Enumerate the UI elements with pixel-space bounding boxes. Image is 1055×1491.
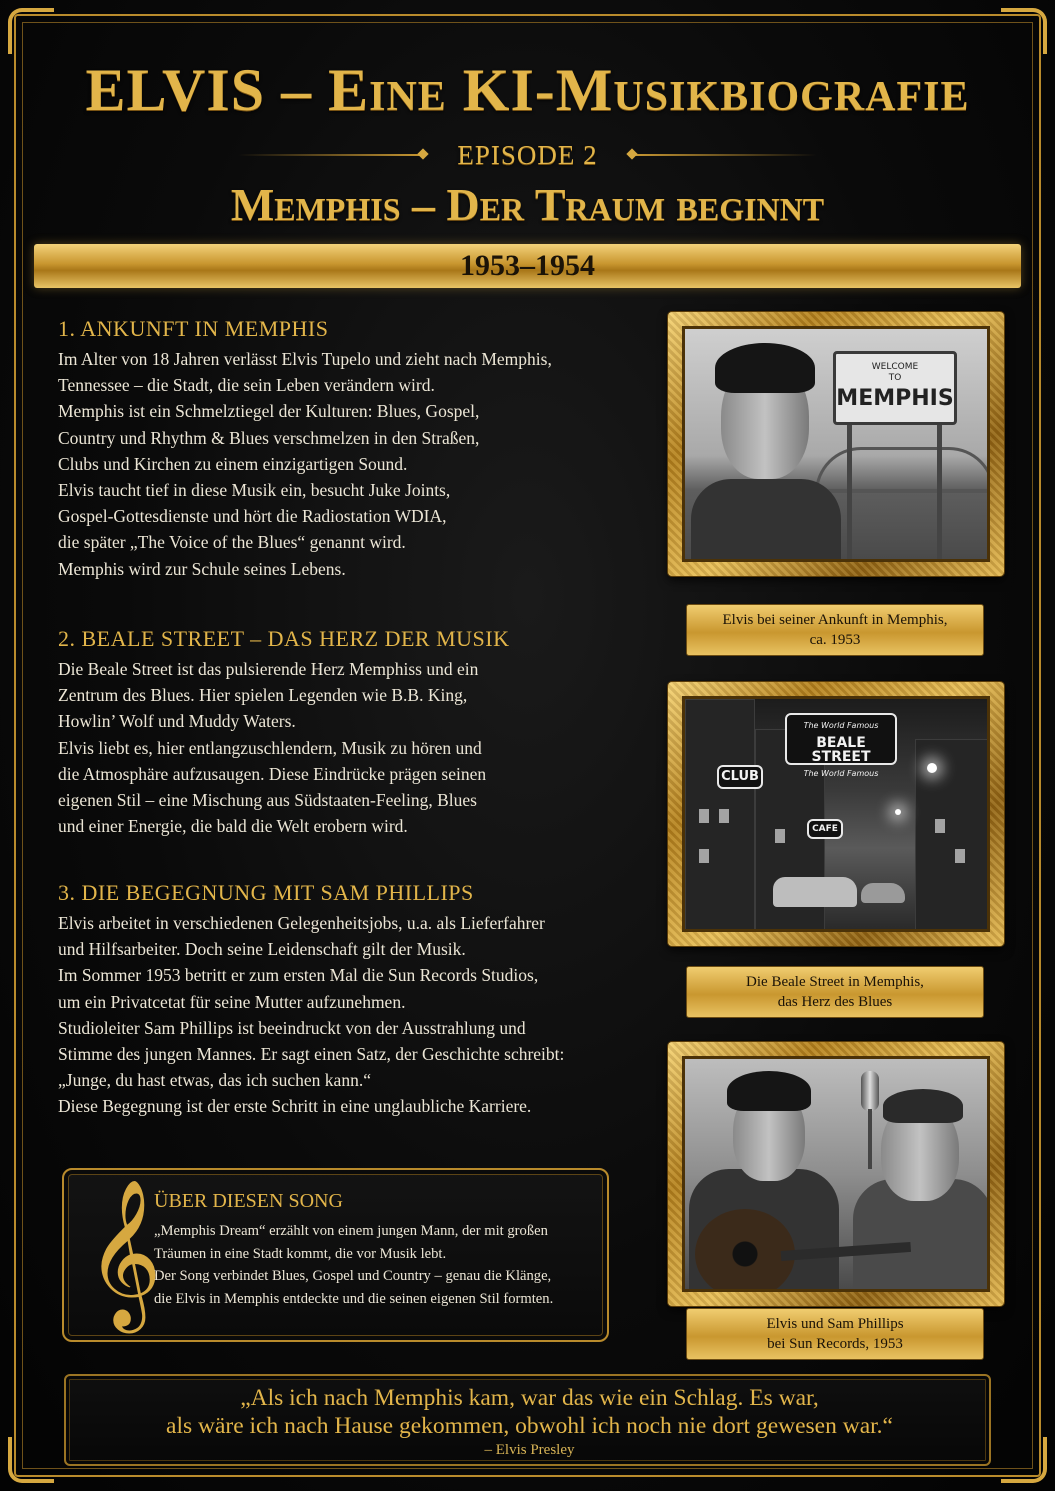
section-heading: 2. BEALE STREET – DAS HERZ DER MUSIK — [58, 626, 510, 651]
quote-line: „Als ich nach Memphis kam, war das wie ein Schlag. Es war, — [240, 1385, 819, 1411]
car — [773, 877, 857, 907]
corner-ornament-icon — [8, 8, 54, 54]
text-line: Stimme des jungen Mannes. Er sagt einen Satz, der Geschichte schreibt: — [58, 1044, 565, 1065]
quote-box — [64, 1374, 991, 1466]
caption-line: das Herz des Blues — [777, 994, 893, 1010]
sign-pole — [937, 425, 942, 562]
text-line: und einer Energie, die bald die Welt erobern wird. — [58, 816, 408, 837]
person-hair — [715, 343, 815, 393]
section-beale-street — [58, 626, 628, 839]
text-line: und Hilfsarbeiter. Doch seine Leidenschaft gilt der Musik. — [58, 939, 466, 960]
window — [775, 829, 785, 843]
microphone-icon — [861, 1071, 879, 1111]
street-lamp — [895, 809, 901, 815]
text-line: Memphis ist ein Schmelztiegel der Kulturen: Blues, Gospel, — [58, 401, 480, 422]
sign-text-small — [836, 362, 954, 384]
photo-beale-street — [682, 696, 990, 932]
sign-to: TO — [888, 373, 902, 383]
text-line: Elvis liebt es, hier entlangzuschlendern, Musik zu hören und — [58, 737, 482, 758]
year-banner — [34, 244, 1021, 288]
caption-line: ca. 1953 — [809, 632, 861, 648]
sign-welcome: WELCOME — [871, 362, 919, 372]
person-torso — [691, 479, 841, 562]
text-line: Zentrum des Blues. Hier spielen Legenden wie B.B. King, — [58, 685, 468, 706]
text-line: Studioleiter Sam Phillips ist beeindruckt von der Ausstrahlung und — [58, 1017, 526, 1038]
photo-frame-arrival — [668, 312, 1004, 576]
window — [935, 819, 945, 833]
caption-line: Die Beale Street in Memphis, — [746, 974, 924, 990]
photo-elvis-memphis-sign — [682, 326, 990, 562]
text-line: Clubs und Kirchen zu einem einzigartigen Sound. — [58, 453, 408, 474]
text-line: die später „The Voice of the Blues“ genannt wird. — [58, 532, 406, 553]
section-body — [58, 656, 628, 839]
sign-memphis: MEMPHIS — [836, 386, 954, 411]
window — [719, 809, 729, 823]
photo-caption-arrival — [686, 604, 984, 656]
episode-label: EPISODE 2 — [457, 139, 598, 170]
beale-street-neon-sign — [785, 713, 897, 778]
photo-caption-beale-street — [686, 966, 984, 1018]
song-box-body — [154, 1220, 606, 1310]
microphone-stand — [868, 1109, 872, 1169]
song-info-box — [62, 1168, 609, 1342]
photo-elvis-sam-phillips — [682, 1056, 990, 1292]
photo-caption-sun-records — [686, 1308, 984, 1360]
street-lamp — [927, 763, 937, 773]
text-line: Elvis taucht tief in diese Musik ein, besucht Juke Joints, — [58, 480, 451, 501]
text-line: Im Sommer 1953 betritt er zum ersten Mal die Sun Records Studios, — [58, 965, 539, 986]
text-line: „Memphis Dream“ erzählt von einem jungen Mann, der mit großen — [154, 1223, 548, 1239]
neon-tagline: The World Famous — [803, 721, 879, 730]
page-subtitle: Memphis – Der Traum beginnt — [230, 179, 825, 230]
caption-line: bei Sun Records, 1953 — [767, 1336, 903, 1352]
text-line: Gospel-Gottesdienste und hört die Radiostation WDIA, — [58, 506, 447, 527]
text-line: „Junge, du hast etwas, das ich suchen kann.“ — [58, 1070, 371, 1091]
text-line: die Atmosphäre aufzusaugen. Diese Eindrücke prägen seinen — [58, 763, 487, 784]
photo-frame-beale-street — [668, 682, 1004, 946]
person-hair — [727, 1071, 811, 1111]
section-heading: 3. DIE BEGEGNUNG MIT SAM PHILLIPS — [58, 880, 474, 905]
text-line: Im Alter von 18 Jahren verlässt Elvis Tupelo und zieht nach Memphis, — [58, 349, 552, 369]
sign-pole — [847, 425, 852, 562]
section-body — [58, 346, 628, 582]
text-line: Memphis wird zur Schule seines Lebens. — [58, 558, 346, 579]
text-line: Die Beale Street ist das pulsierende Herz Memphiss und ein — [58, 659, 479, 679]
bridge-shape — [815, 447, 990, 493]
corner-ornament-icon — [8, 1437, 54, 1483]
text-line: Howlin’ Wolf und Muddy Waters. — [58, 711, 296, 732]
text-line: die Elvis in Memphis entdeckte und die seinen eigenen Stil formten. — [154, 1290, 554, 1307]
club-neon-sign: CLUB — [717, 765, 763, 789]
divider-ornament-icon — [632, 154, 817, 156]
bridge-deck-shape — [805, 489, 990, 493]
page-title: ELVIS – Eine KI-Musikbiografie — [85, 57, 970, 123]
text-line: Der Song verbindet Blues, Gospel und Country – genau die Klänge, — [154, 1268, 552, 1284]
quote-text — [66, 1384, 993, 1440]
memphis-sign — [833, 351, 957, 425]
section-sam-phillips — [58, 880, 628, 1120]
corner-ornament-icon — [1001, 8, 1047, 54]
cafe-neon-sign: CAFE — [807, 819, 843, 839]
neon-tagline: The World Famous — [803, 769, 879, 778]
photo-frame-sun-records — [668, 1042, 1004, 1306]
caption-line: Elvis und Sam Phillips — [766, 1316, 904, 1332]
quote-line: als wäre ich nach Hause gekommen, obwohl ich noch nie dort gewesen war.“ — [166, 1413, 893, 1439]
section-heading: 1. ANKUNFT IN MEMPHIS — [58, 316, 329, 341]
car — [861, 883, 905, 903]
year-range: 1953–1954 — [460, 249, 595, 282]
section-arrival — [58, 316, 628, 582]
text-line: Elvis arbeitet in verschiedenen Gelegenheitsjobs, u.a. als Lieferfahrer — [58, 913, 545, 933]
divider-ornament-icon — [238, 154, 423, 156]
quote-author: – Elvis Presley — [484, 1442, 575, 1458]
neon-beale-street: BEALE STREET — [811, 735, 871, 765]
window — [955, 849, 965, 863]
section-body — [58, 910, 628, 1120]
song-box-heading: ÜBER DIESEN SONG — [154, 1190, 343, 1212]
text-line: Country und Rhythm & Blues verschmelzen in den Straßen, — [58, 427, 480, 448]
text-line: Diese Begegnung ist der erste Schritt in eine unglaubliche Karriere. — [58, 1096, 532, 1117]
text-line: um ein Privatcetat für seine Mutter aufzunehmen. — [58, 991, 406, 1012]
treble-clef-icon: 𝄞 — [86, 1178, 162, 1327]
text-line: Tennessee – die Stadt, die sein Leben verändern wird. — [58, 375, 435, 396]
caption-line: Elvis bei seiner Ankunft in Memphis, — [722, 612, 948, 628]
person-hair — [883, 1089, 963, 1123]
corner-ornament-icon — [1001, 1437, 1047, 1483]
episode-row — [0, 138, 1055, 172]
text-line: Träumen in eine Stadt kommt, die vor Musik lebt. — [154, 1245, 447, 1262]
window — [699, 809, 709, 823]
text-line: eigenen Stil – eine Mischung aus Südstaaten-Feeling, Blues — [58, 790, 477, 811]
window — [699, 849, 709, 863]
